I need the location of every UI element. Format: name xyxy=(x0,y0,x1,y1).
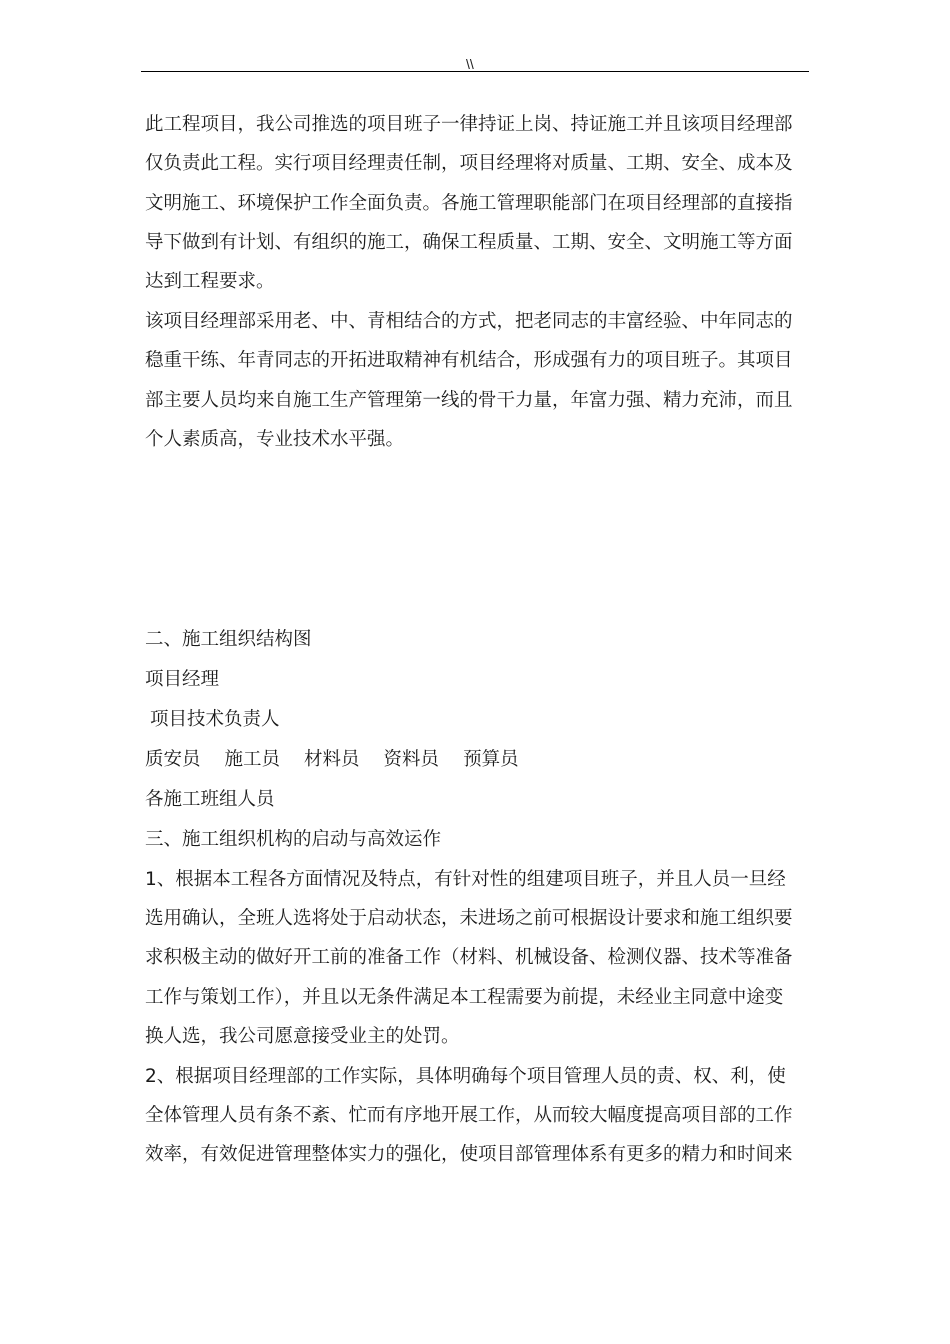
paragraph-line: 导下做到有计划、有组织的施工，确保工程质量、工期、安全、文明施工等方面 xyxy=(145,232,793,253)
org-chart-manager: 项目经理 xyxy=(145,669,220,690)
header-rule xyxy=(141,71,809,72)
org-chart-role: 质安员 xyxy=(145,749,201,770)
org-chart-role: 预算员 xyxy=(463,749,519,770)
paragraph-line: 达到工程要求。 xyxy=(145,271,275,292)
org-chart-role: 资料员 xyxy=(383,749,440,770)
paragraph-line: 选用确认，全班人选将处于启动状态，未进场之前可根据设计要求和施工组织要 xyxy=(145,908,793,929)
paragraph-line: 文明施工、环境保护工作全面负责。各施工管理职能部门在项目经理部的直接指 xyxy=(145,193,793,214)
org-chart-role: 施工员 xyxy=(224,749,281,770)
paragraph-line: 仅负责此工程。实行项目经理责任制，项目经理将对质量、工期、安全、成本及 xyxy=(145,153,793,174)
paragraph-line: 部主要人员均来自施工生产管理第一线的骨干力量，年富力强、精力充沛，而且 xyxy=(145,390,793,411)
org-chart-crews: 各施工班组人员 xyxy=(145,789,275,810)
paragraph-line: 全体管理人员有条不紊、忙而有序地开展工作，从而较大幅度提高项目部的工作 xyxy=(145,1105,793,1126)
paragraph-line: 稳重干练、年青同志的开拓进取精神有机结合，形成强有力的项目班子。其项目 xyxy=(145,350,793,371)
section-heading: 三、施工组织机构的启动与高效运作 xyxy=(145,829,442,850)
paragraph-line: 换人选，我公司愿意接受业主的处罚。 xyxy=(145,1026,460,1047)
paragraph-line: 该项目经理部采用老、中、青相结合的方式，把老同志的丰富经验、中年同志的 xyxy=(145,311,793,332)
org-chart-roles xyxy=(145,748,543,772)
org-chart-tech-lead: 项目技术负责人 xyxy=(150,709,280,730)
paragraph-line: 2、根据项目经理部的工作实际，具体明确每个项目管理人员的责、权、利，使 xyxy=(145,1066,786,1087)
paragraph-line: 此工程项目，我公司推选的项目班子一律持证上岗、持证施工并且该项目经理部 xyxy=(145,114,793,135)
org-chart-role: 材料员 xyxy=(304,749,360,770)
paragraph-line: 工作与策划工作），并且以无条件满足本工程需要为前提，未经业主同意中途变 xyxy=(145,987,784,1008)
paragraph-line: 1、根据本工程各方面情况及特点，有针对性的组建项目班子，并且人员一旦经 xyxy=(145,869,786,890)
header-mark: \\ xyxy=(466,56,474,72)
paragraph-line: 求积极主动的做好开工前的准备工作（材料、机械设备、检测仪器、技术等准备 xyxy=(145,947,793,968)
section-heading: 二、施工组织结构图 xyxy=(145,629,312,650)
paragraph-line: 效率，有效促进管理整体实力的强化，使项目部管理体系有更多的精力和时间来 xyxy=(145,1144,793,1165)
paragraph-line: 个人素质高，专业技术水平强。 xyxy=(145,429,405,450)
